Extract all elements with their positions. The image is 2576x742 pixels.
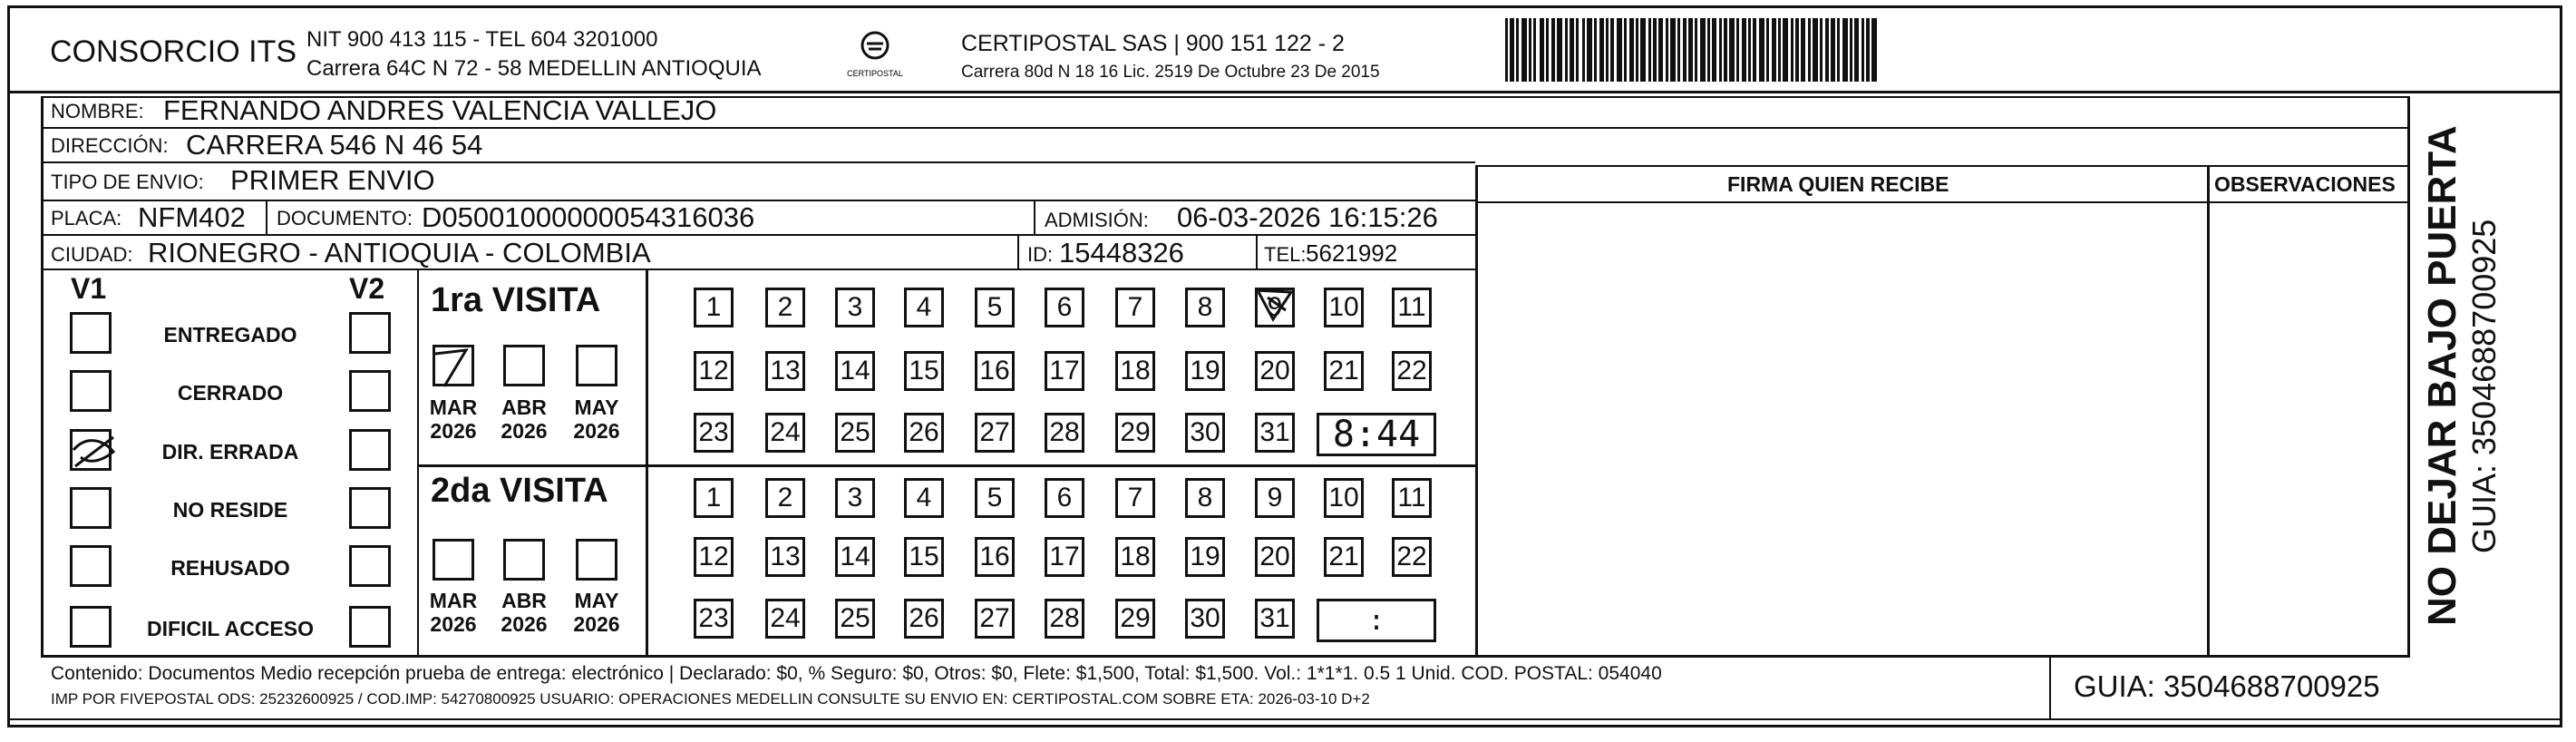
tipo-label: TIPO DE ENVIO: (51, 171, 204, 193)
v1-checkbox[interactable] (70, 370, 112, 412)
rule (41, 234, 1475, 236)
month-checkbox-second[interactable] (503, 539, 545, 581)
day-box-second[interactable]: 20 (1255, 537, 1295, 577)
day-box-first[interactable]: 25 (835, 413, 875, 453)
month-checkbox-first[interactable] (576, 345, 617, 386)
day-box-first[interactable]: 8 (1185, 288, 1225, 327)
month-label (492, 395, 556, 444)
footer-guia: GUIA: 3504688700925 (2074, 669, 2380, 703)
day-box-second[interactable]: 7 (1115, 478, 1155, 518)
day-box-second[interactable]: 19 (1185, 537, 1225, 577)
day-box-first[interactable]: 7 (1115, 288, 1155, 327)
month-year: 2026 (573, 612, 620, 637)
v2-checkbox[interactable] (349, 429, 391, 471)
rule (1475, 201, 2407, 203)
month-label (422, 395, 485, 444)
v1-checkbox[interactable] (70, 312, 112, 354)
day-box-second[interactable]: 4 (904, 478, 944, 518)
day-box-first[interactable]: 1 (694, 288, 734, 327)
barcode-gap (1877, 18, 1879, 82)
admision-value: 06-03-2026 16:15:26 (1177, 201, 1438, 233)
nit-line: NIT 900 413 115 - TEL 604 3201000 (306, 27, 658, 52)
day-box-first[interactable]: 11 (1392, 288, 1432, 327)
firma-header: FIRMA QUIEN RECIBE (1727, 172, 1949, 196)
month-name: MAY (574, 395, 619, 419)
admision-label: ADMISIÓN: (1045, 209, 1149, 231)
day-box-second[interactable]: 24 (765, 599, 805, 639)
rule (41, 655, 2407, 658)
day-box-second[interactable]: 29 (1115, 599, 1155, 639)
v2-label: V2 (349, 272, 385, 305)
day-box-first[interactable]: 30 (1185, 413, 1225, 453)
day-box-second[interactable]: 6 (1045, 478, 1084, 518)
day-box-second[interactable]: 14 (835, 537, 875, 577)
direccion-label: DIRECCIÓN: (51, 134, 169, 157)
day-box-first[interactable]: 10 (1324, 288, 1364, 327)
v2-checkbox[interactable] (349, 370, 391, 412)
day-box-first[interactable]: 9 (1255, 288, 1295, 327)
handwritten-mark-9 (1249, 283, 1304, 328)
month-name: ABR (501, 589, 547, 612)
day-box-second[interactable]: 9 (1255, 478, 1295, 518)
placa-value: NFM402 (138, 201, 246, 233)
id-label: ID: (1027, 243, 1054, 266)
day-box-second[interactable]: 21 (1324, 537, 1364, 577)
reason-label: DIR. ERRADA (161, 440, 299, 464)
day-box-first[interactable]: 17 (1045, 351, 1084, 391)
month-checkbox-second[interactable] (576, 539, 617, 581)
v2-checkbox[interactable] (349, 487, 391, 529)
day-box-first[interactable]: 6 (1045, 288, 1084, 327)
day-box-second[interactable]: 22 (1392, 537, 1432, 577)
rule (7, 718, 2562, 720)
day-box-second[interactable]: 8 (1185, 478, 1225, 518)
day-box-first[interactable]: 4 (904, 288, 944, 327)
documento-value: D05001000000054316036 (422, 201, 755, 233)
tel-value: 5621992 (1306, 239, 1398, 267)
day-box-first[interactable]: 18 (1115, 351, 1155, 391)
day-box-second[interactable]: 17 (1045, 537, 1084, 577)
time-box-first[interactable]: 8:44 (1317, 413, 1436, 456)
day-box-second[interactable]: 3 (835, 478, 875, 518)
side-warning: NO DEJAR BAJO PUERTA (2420, 125, 2464, 626)
day-box-second[interactable]: 11 (1392, 478, 1432, 518)
day-box-first[interactable]: 13 (765, 351, 805, 391)
day-box-first[interactable]: 16 (975, 351, 1015, 391)
rule (1475, 165, 1478, 655)
day-box-first[interactable]: 27 (975, 413, 1015, 453)
day-box-first[interactable]: 20 (1255, 351, 1295, 391)
reason-label: CERRADO (177, 381, 284, 405)
month-label (565, 395, 628, 444)
month-name: MAR (429, 395, 478, 419)
nombre-value: FERNANDO ANDRES VALENCIA VALLEJO (163, 94, 717, 126)
id-value: 15448326 (1059, 237, 1184, 268)
month-year: 2026 (573, 419, 620, 444)
day-box-first[interactable]: 29 (1115, 413, 1155, 453)
rule (417, 464, 646, 467)
day-box-first[interactable]: 26 (904, 413, 944, 453)
day-box-second[interactable]: 15 (904, 537, 944, 577)
day-box-second[interactable]: 18 (1115, 537, 1155, 577)
day-box-second[interactable]: 30 (1185, 599, 1225, 639)
rule (266, 200, 267, 234)
v1-label: V1 (71, 272, 107, 305)
rule (1475, 165, 2407, 167)
documento-label: DOCUMENTO: (277, 207, 413, 229)
ciudad-label: CIUDAD: (51, 243, 133, 266)
certipostal-logo (843, 27, 907, 82)
month-label (492, 589, 556, 637)
day-box-second[interactable]: 16 (975, 537, 1015, 577)
day-box-second[interactable]: 31 (1255, 599, 1295, 639)
rule (2407, 96, 2410, 658)
ciudad-value: RIONEGRO - ANTIOQUIA - COLOMBIA (148, 237, 651, 268)
reason-label: NO RESIDE (172, 498, 288, 522)
day-box-second[interactable]: 13 (765, 537, 805, 577)
carrier-line: CERTIPOSTAL SAS | 900 151 122 - 2 (961, 31, 1345, 56)
month-checkbox-first[interactable] (503, 345, 545, 386)
day-box-second[interactable]: 27 (975, 599, 1015, 639)
rule (41, 161, 1475, 163)
reason-label: ENTREGADO (163, 323, 297, 347)
company-name: CONSORCIO ITS (50, 34, 297, 69)
rule (41, 268, 1475, 270)
v2-checkbox[interactable] (349, 606, 391, 648)
handwritten-check-mar (426, 343, 481, 397)
v2-checkbox[interactable] (349, 545, 391, 587)
imp-line: IMP POR FIVEPOSTAL ODS: 25232600925 / COD.IMP: 54270800925 USUARIO: OPERACIONES MEDELLIN CONSULTE SU ENVIO EN: CERTIPOSTAL.COM SOBRE ETA: 2026-03-10 D+2 (51, 690, 1370, 708)
contenido-line: Contenido: Documentos Medio recepción prueba de entrega: electrónico | Declarado: $0, % Seguro: $0, Otros: $0, Flete: $1,500, Total: $1,500. Vol.: 1*1*1. 0.5 1 Unid. COD. POSTAL: 054040 (51, 663, 1662, 684)
month-name: ABR (501, 395, 547, 419)
month-name: MAY (574, 589, 619, 612)
direccion-value: CARRERA 546 N 46 54 (186, 129, 483, 161)
day-box-second[interactable]: 25 (835, 599, 875, 639)
day-box-second[interactable]: 23 (694, 599, 734, 639)
carrier-address: Carrera 80d N 18 16 Lic. 2519 De Octubre 23 De 2015 (961, 63, 1380, 82)
reason-label: REHUSADO (170, 556, 290, 580)
day-box-second[interactable]: 2 (765, 478, 805, 518)
month-checkbox-second[interactable] (433, 539, 474, 581)
rule (417, 268, 419, 655)
rule (1017, 234, 1019, 268)
tipo-value: PRIMER ENVIO (230, 164, 435, 196)
rule (646, 464, 1475, 467)
day-box-first[interactable]: 28 (1045, 413, 1084, 453)
rule (2207, 165, 2210, 655)
v1-checkbox[interactable] (70, 606, 112, 648)
day-box-first[interactable]: 19 (1185, 351, 1225, 391)
barcode (1505, 18, 2231, 82)
day-box-first[interactable]: 23 (694, 413, 734, 453)
logo-text: CERTIPOSTAL (847, 69, 903, 78)
month-year: 2026 (430, 419, 477, 444)
month-name: MAR (429, 589, 478, 612)
month-year: 2026 (501, 612, 548, 637)
rule (7, 91, 2562, 93)
month-label (565, 589, 628, 637)
rule (646, 268, 648, 655)
month-year: 2026 (430, 612, 477, 637)
company-address: Carrera 64C N 72 - 58 MEDELLIN ANTIOQUIA (306, 56, 762, 81)
rule (1256, 234, 1258, 268)
rule (2049, 655, 2051, 720)
day-box-first[interactable]: 14 (835, 351, 875, 391)
time-box-second[interactable]: : (1317, 599, 1436, 642)
day-box-second[interactable]: 10 (1324, 478, 1364, 518)
v1-checkbox[interactable] (70, 545, 112, 587)
rule (1034, 200, 1035, 234)
day-box-second[interactable]: 1 (694, 478, 734, 518)
placa-label: PLACA: (51, 207, 122, 229)
day-box-first[interactable]: 15 (904, 351, 944, 391)
day-box-first[interactable]: 2 (765, 288, 805, 327)
first-visit-title: 1ra VISITA (431, 281, 601, 319)
day-box-second[interactable]: 5 (975, 478, 1015, 518)
second-visit-title: 2da VISITA (431, 472, 608, 510)
day-box-first[interactable]: 5 (975, 288, 1015, 327)
day-box-first[interactable]: 31 (1255, 413, 1295, 453)
day-box-first[interactable]: 3 (835, 288, 875, 327)
day-box-first[interactable]: 24 (765, 413, 805, 453)
v1-checkbox[interactable] (70, 487, 112, 529)
day-box-second[interactable]: 26 (904, 599, 944, 639)
day-box-second[interactable]: 28 (1045, 599, 1084, 639)
day-box-first[interactable]: 21 (1324, 351, 1364, 391)
observaciones-header: OBSERVACIONES (2214, 172, 2396, 196)
day-box-first[interactable]: 22 (1392, 351, 1432, 391)
day-box-first[interactable]: 12 (694, 351, 734, 391)
handwritten-check-dir-errada (68, 430, 122, 475)
nombre-label: NOMBRE: (51, 100, 144, 122)
side-guia: GUIA: 3504688700925 (2465, 219, 2503, 553)
reason-label: DIFICIL ACCESO (146, 617, 314, 640)
rule (41, 96, 44, 658)
month-label (422, 589, 485, 637)
v2-checkbox[interactable] (349, 312, 391, 354)
tel-label: TEL: (1264, 243, 1307, 266)
month-year: 2026 (501, 419, 548, 444)
day-box-second[interactable]: 12 (694, 537, 734, 577)
